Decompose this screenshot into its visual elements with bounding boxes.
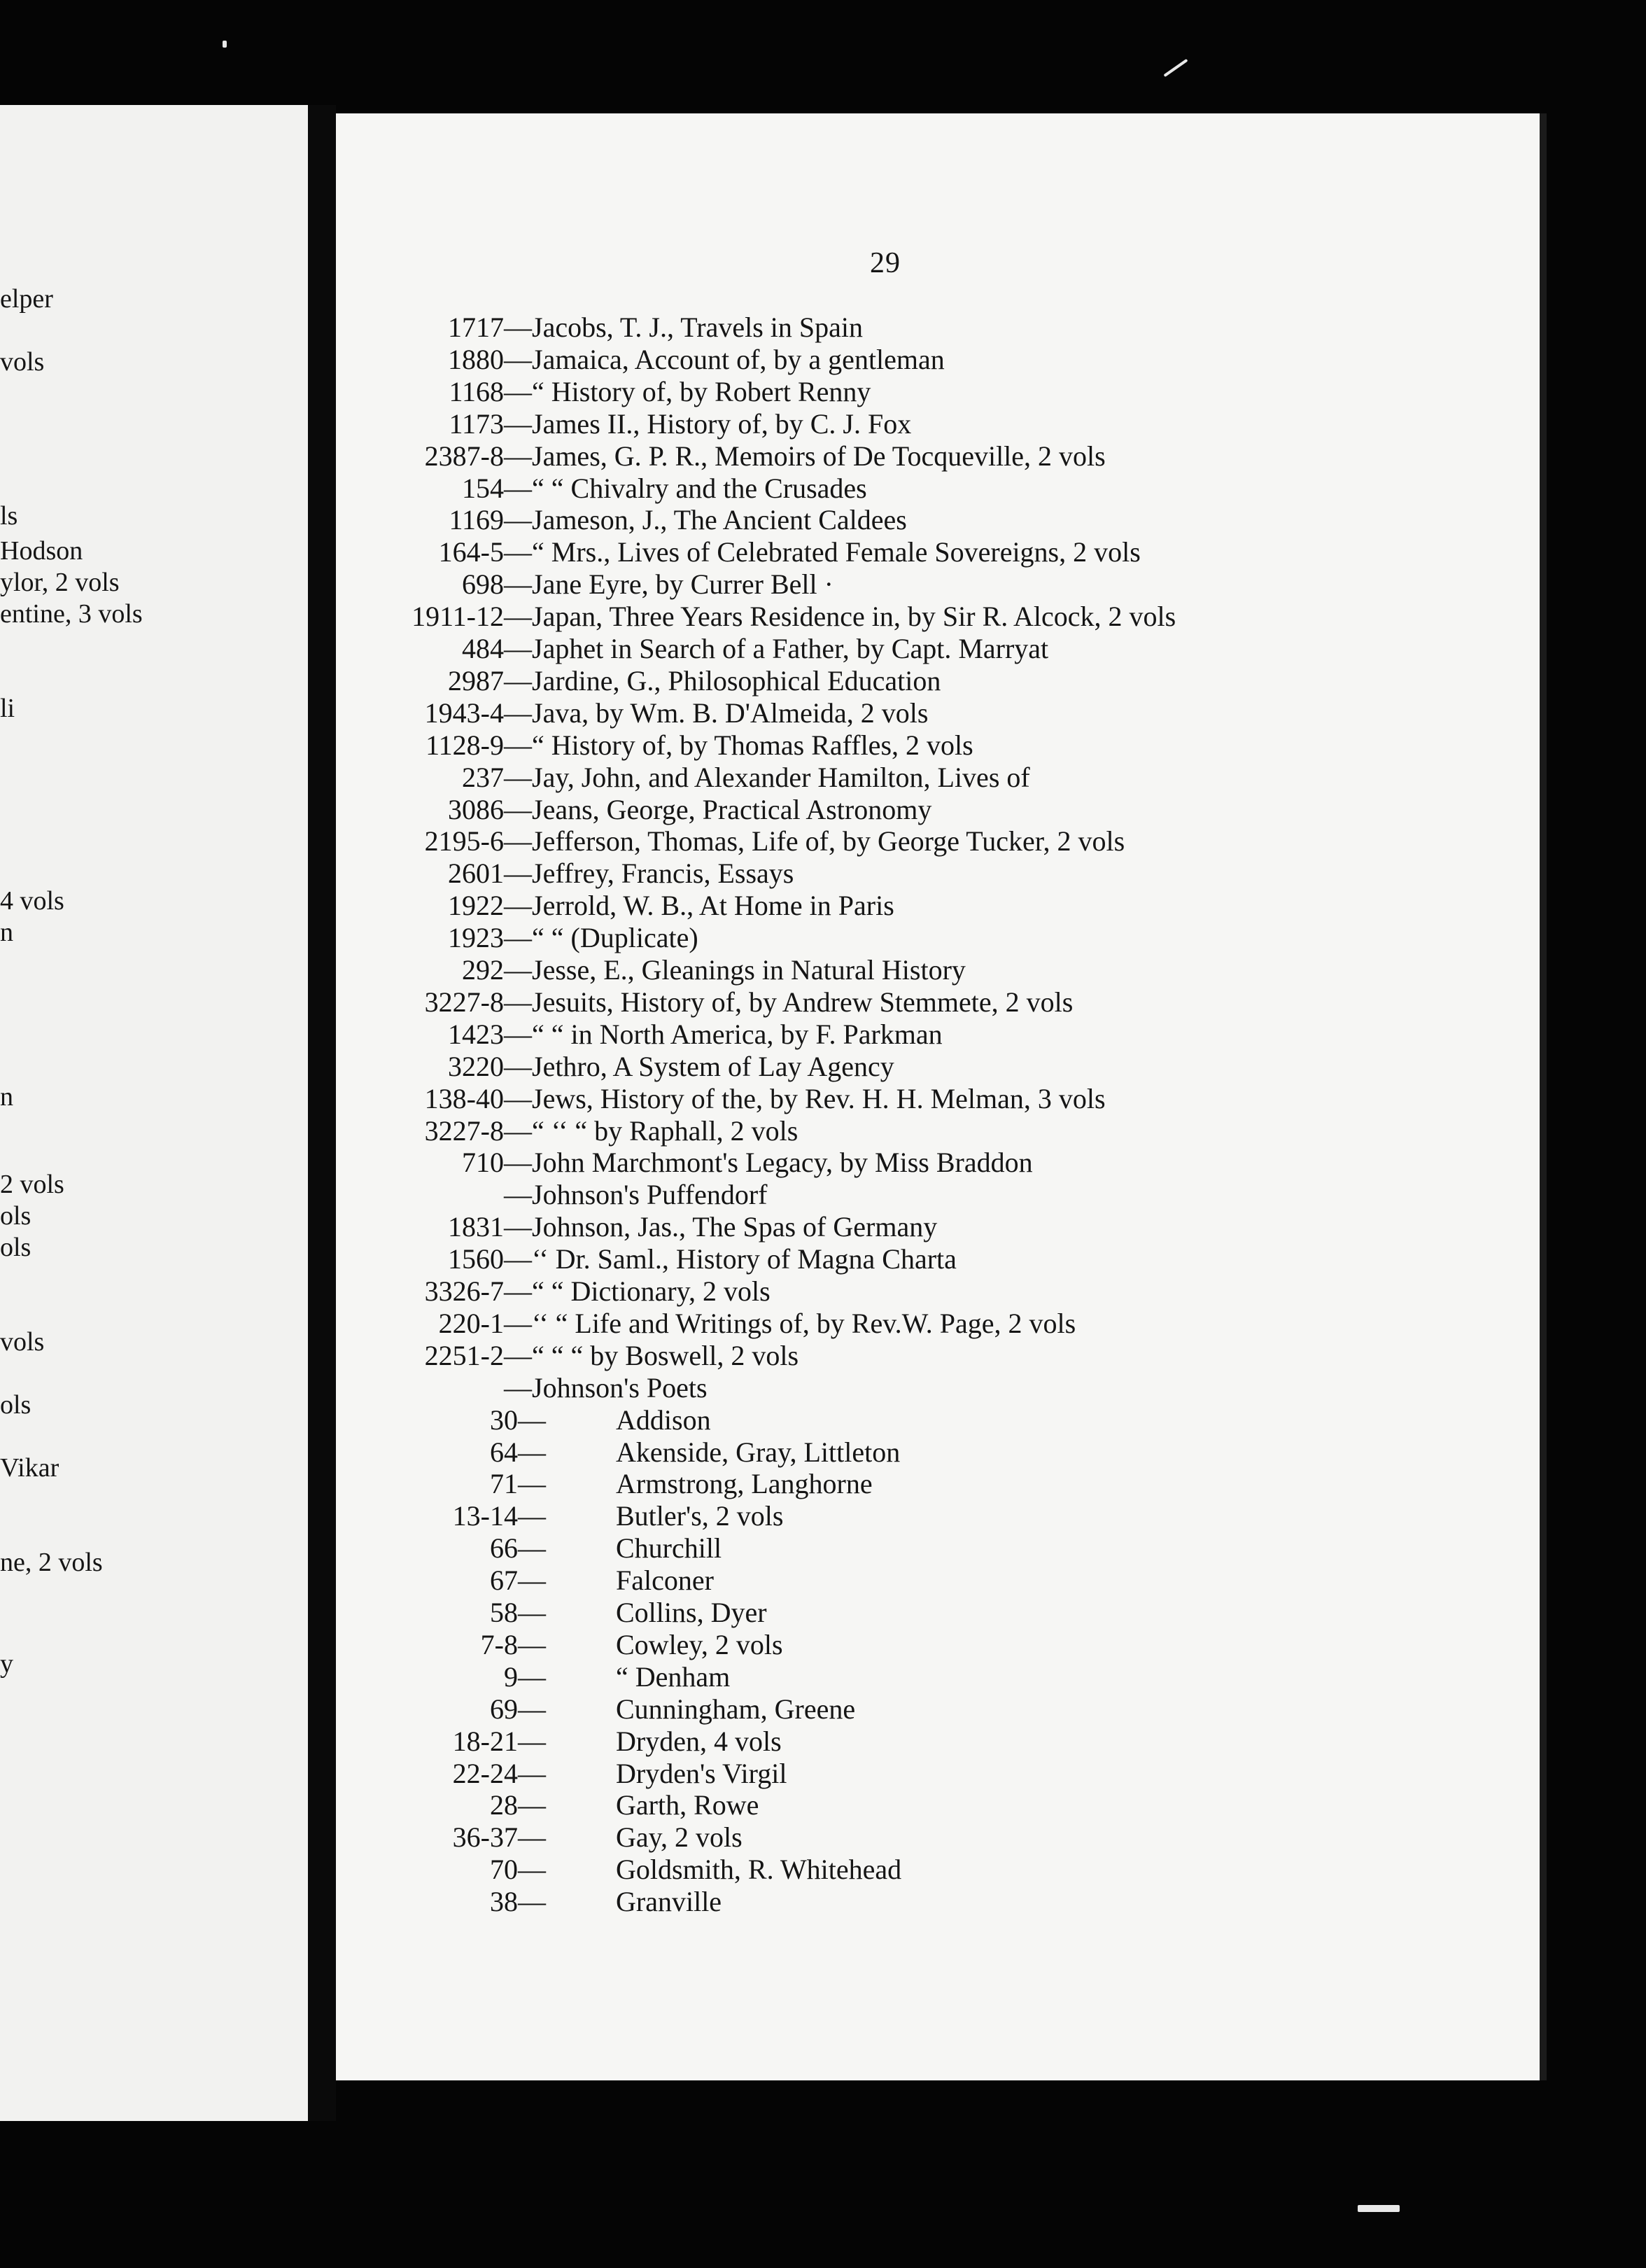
entry-title: Akenside, Gray, Littleton: [616, 1436, 901, 1468]
dust-speck: [1163, 59, 1188, 77]
entry-title: Jesse, E., Gleanings in Natural History: [532, 954, 966, 986]
catalogue-number: 138-40—: [424, 1082, 532, 1114]
catalogue-number: 2601—: [448, 858, 532, 890]
catalogue-number: 1831—: [448, 1211, 532, 1243]
left-page-fragment: ne, 2 vols: [0, 1548, 103, 1577]
catalogue-number: 1560—: [448, 1243, 532, 1275]
entry-title: “ “ in North America, by F. Parkman: [532, 1018, 943, 1050]
left-page-fragment: n: [0, 918, 13, 947]
entry-title: Churchill: [616, 1532, 722, 1564]
catalogue-number: 1943-4—: [424, 696, 532, 729]
entry-title: Jay, John, and Alexander Hamilton, Lives of: [532, 761, 1030, 793]
catalogue-number: 1911-12—: [412, 601, 532, 633]
catalogue-number: 2387-8—: [424, 440, 532, 472]
entry-title: Johnson's Puffendorf: [532, 1179, 768, 1211]
entry-title: “ “ (Duplicate): [532, 922, 698, 954]
entry-title: Jane Eyre, by Currer Bell ·: [532, 568, 833, 601]
entry-title: “ History of, by Robert Renny: [532, 375, 871, 407]
catalogue-number: 3220—: [448, 1050, 532, 1082]
entry-title: Dryden's Virgil: [616, 1757, 787, 1789]
catalogue-number: 1169—: [449, 504, 532, 536]
left-page-fragment: ls: [0, 501, 18, 531]
entry-title: Johnson, Jas., The Spas of Germany: [532, 1211, 938, 1243]
entry-title: Armstrong, Langhorne: [616, 1468, 873, 1500]
entry-title: Granville: [616, 1886, 722, 1918]
catalogue-number: 58—: [490, 1597, 546, 1628]
left-page-fragment: vols: [0, 1327, 45, 1357]
entry-title: Dryden, 4 vols: [616, 1725, 782, 1757]
entry-title: “ Mrs., Lives of Celebrated Female Sovereigns, 2 vols: [532, 536, 1141, 568]
entry-title: Gay, 2 vols: [616, 1821, 743, 1854]
catalogue-number: 67—: [490, 1564, 546, 1597]
entry-title: James II., History of, by C. J. Fox: [532, 407, 912, 440]
left-page-fragment: 2 vols: [0, 1170, 64, 1199]
entry-title: Jethro, A System of Lay Agency: [532, 1050, 894, 1082]
entry-title: Jews, History of the, by Rev. H. H. Melman, 3 vols: [532, 1082, 1106, 1114]
entry-title: Jameson, J., The Ancient Caldees: [532, 504, 907, 536]
left-page-fragment: n: [0, 1082, 13, 1112]
catalogue-number: 13-14—: [452, 1500, 546, 1532]
catalogue-number: 22-24—: [452, 1757, 546, 1789]
catalogue-number: 164-5—: [438, 536, 532, 568]
entry-title: Japhet in Search of a Father, by Capt. Marryat: [532, 633, 1049, 664]
catalogue-number: 1423—: [448, 1018, 532, 1050]
catalogue-number: 292—: [462, 954, 532, 986]
left-page-fragment: li: [0, 694, 15, 723]
catalogue-number: 2195-6—: [424, 825, 532, 858]
left-page-fragment: ylor, 2 vols: [0, 568, 120, 597]
left-page-fragment: elper: [0, 284, 53, 314]
catalogue-number: 70—: [490, 1854, 546, 1886]
catalogue-number: 30—: [490, 1404, 546, 1436]
entry-title: ‘‘ Dr. Saml., History of Magna Charta: [532, 1243, 957, 1275]
catalogue-number: 71—: [490, 1468, 546, 1500]
entry-title: “ “ Dictionary, 2 vols: [532, 1275, 771, 1307]
catalogue-number: 36-37—: [452, 1821, 546, 1854]
entry-title: Jeffrey, Francis, Essays: [532, 858, 794, 890]
catalogue-number: 1923—: [448, 922, 532, 954]
entry-title: Falconer: [616, 1564, 714, 1597]
entry-title: “ Denham: [616, 1660, 731, 1693]
entry-title: Cowley, 2 vols: [616, 1628, 783, 1660]
entry-title: “ History of, by Thomas Raffles, 2 vols: [532, 729, 973, 761]
catalogue-number: 3227-8—: [424, 1114, 532, 1147]
catalogue-number: 1128-9—: [425, 729, 532, 761]
catalogue-number: 1168—: [449, 375, 532, 407]
page-number: 29: [870, 247, 901, 279]
left-page-fragment: entine, 3 vols: [0, 599, 143, 629]
catalogue-number: 2251-2—: [424, 1339, 532, 1371]
dust-speck: [1358, 2205, 1400, 2212]
catalogue-number: 3326-7—: [424, 1275, 532, 1307]
catalogue-number: 66—: [490, 1532, 546, 1564]
left-page-fragment: vols: [0, 347, 45, 377]
entry-title: “ “ Chivalry and the Crusades: [532, 472, 867, 504]
catalogue-number: 1173—: [449, 407, 532, 440]
entry-title: James, G. P. R., Memoirs of De Tocqueville, 2 vols: [532, 440, 1106, 472]
entry-title: ‘‘ “ Life and Writings of, by Rev.W. Page, 2 vols: [532, 1307, 1076, 1339]
left-page-fragment: Vikar: [0, 1453, 59, 1483]
entry-title: “ ‘‘ “ by Raphall, 2 vols: [532, 1114, 799, 1147]
catalogue-number: 237—: [462, 761, 532, 793]
entry-title: John Marchmont's Legacy, by Miss Braddon: [532, 1147, 1033, 1179]
left-page-fragment: y: [0, 1649, 13, 1679]
catalogue-number: 3227-8—: [424, 986, 532, 1018]
entry-title: Jerrold, W. B., At Home in Paris: [532, 890, 894, 922]
entry-title: Java, by Wm. B. D'Almeida, 2 vols: [532, 696, 929, 729]
entry-title: “ “ “ by Boswell, 2 vols: [532, 1339, 799, 1371]
book-gutter: [308, 105, 336, 2121]
entry-title: Jeans, George, Practical Astronomy: [532, 793, 932, 825]
left-page-fragment: Hodson: [0, 536, 83, 566]
catalogue-number: —: [504, 1179, 532, 1211]
catalogue-number: 154—: [462, 472, 532, 504]
catalogue-number: 7-8—: [480, 1628, 546, 1660]
catalogue-number: 64—: [490, 1436, 546, 1468]
entry-title: Garth, Rowe: [616, 1789, 759, 1821]
catalogue-number: 698—: [462, 568, 532, 601]
catalogue-number: 3086—: [448, 793, 532, 825]
catalogue-number: 1880—: [448, 343, 532, 375]
catalogue-number: 1717—: [448, 312, 532, 343]
entry-title: Jardine, G., Philosophical Education: [532, 664, 941, 696]
entry-title: Jacobs, T. J., Travels in Spain: [532, 312, 863, 343]
left-page-fragment: 4 vols: [0, 886, 64, 916]
catalogue-number: —: [504, 1371, 532, 1404]
left-page-fragment: ols: [0, 1390, 31, 1420]
left-page-fragment: ols: [0, 1201, 31, 1231]
entry-title: Goldsmith, R. Whitehead: [616, 1854, 902, 1886]
dust-speck: [223, 41, 227, 48]
catalogue-number: 69—: [490, 1693, 546, 1725]
catalogue-number: 710—: [462, 1147, 532, 1179]
catalogue-number: 38—: [490, 1886, 546, 1918]
left-page-fragment: ols: [0, 1233, 31, 1262]
right-page: [336, 113, 1547, 2080]
entry-title: Addison: [616, 1404, 711, 1436]
entry-title: Jamaica, Account of, by a gentleman: [532, 343, 945, 375]
catalogue-number: 484—: [462, 633, 532, 664]
catalogue-number: 28—: [490, 1789, 546, 1821]
catalogue-number: 1922—: [448, 890, 532, 922]
entry-title: Jefferson, Thomas, Life of, by George Tucker, 2 vols: [532, 825, 1125, 858]
left-page: [0, 105, 308, 2121]
catalogue-number: 18-21—: [452, 1725, 546, 1757]
entry-title: Collins, Dyer: [616, 1597, 767, 1628]
entry-title: Johnson's Poets: [532, 1371, 708, 1404]
catalogue-number: 2987—: [448, 664, 532, 696]
entry-title: Japan, Three Years Residence in, by Sir R. Alcock, 2 vols: [532, 601, 1176, 633]
entry-title: Butler's, 2 vols: [616, 1500, 784, 1532]
catalogue-number: 220-1—: [438, 1307, 532, 1339]
entry-title: Cunningham, Greene: [616, 1693, 856, 1725]
entry-title: Jesuits, History of, by Andrew Stemmete, 2 vols: [532, 986, 1074, 1018]
catalogue-number: 9—: [504, 1660, 546, 1693]
